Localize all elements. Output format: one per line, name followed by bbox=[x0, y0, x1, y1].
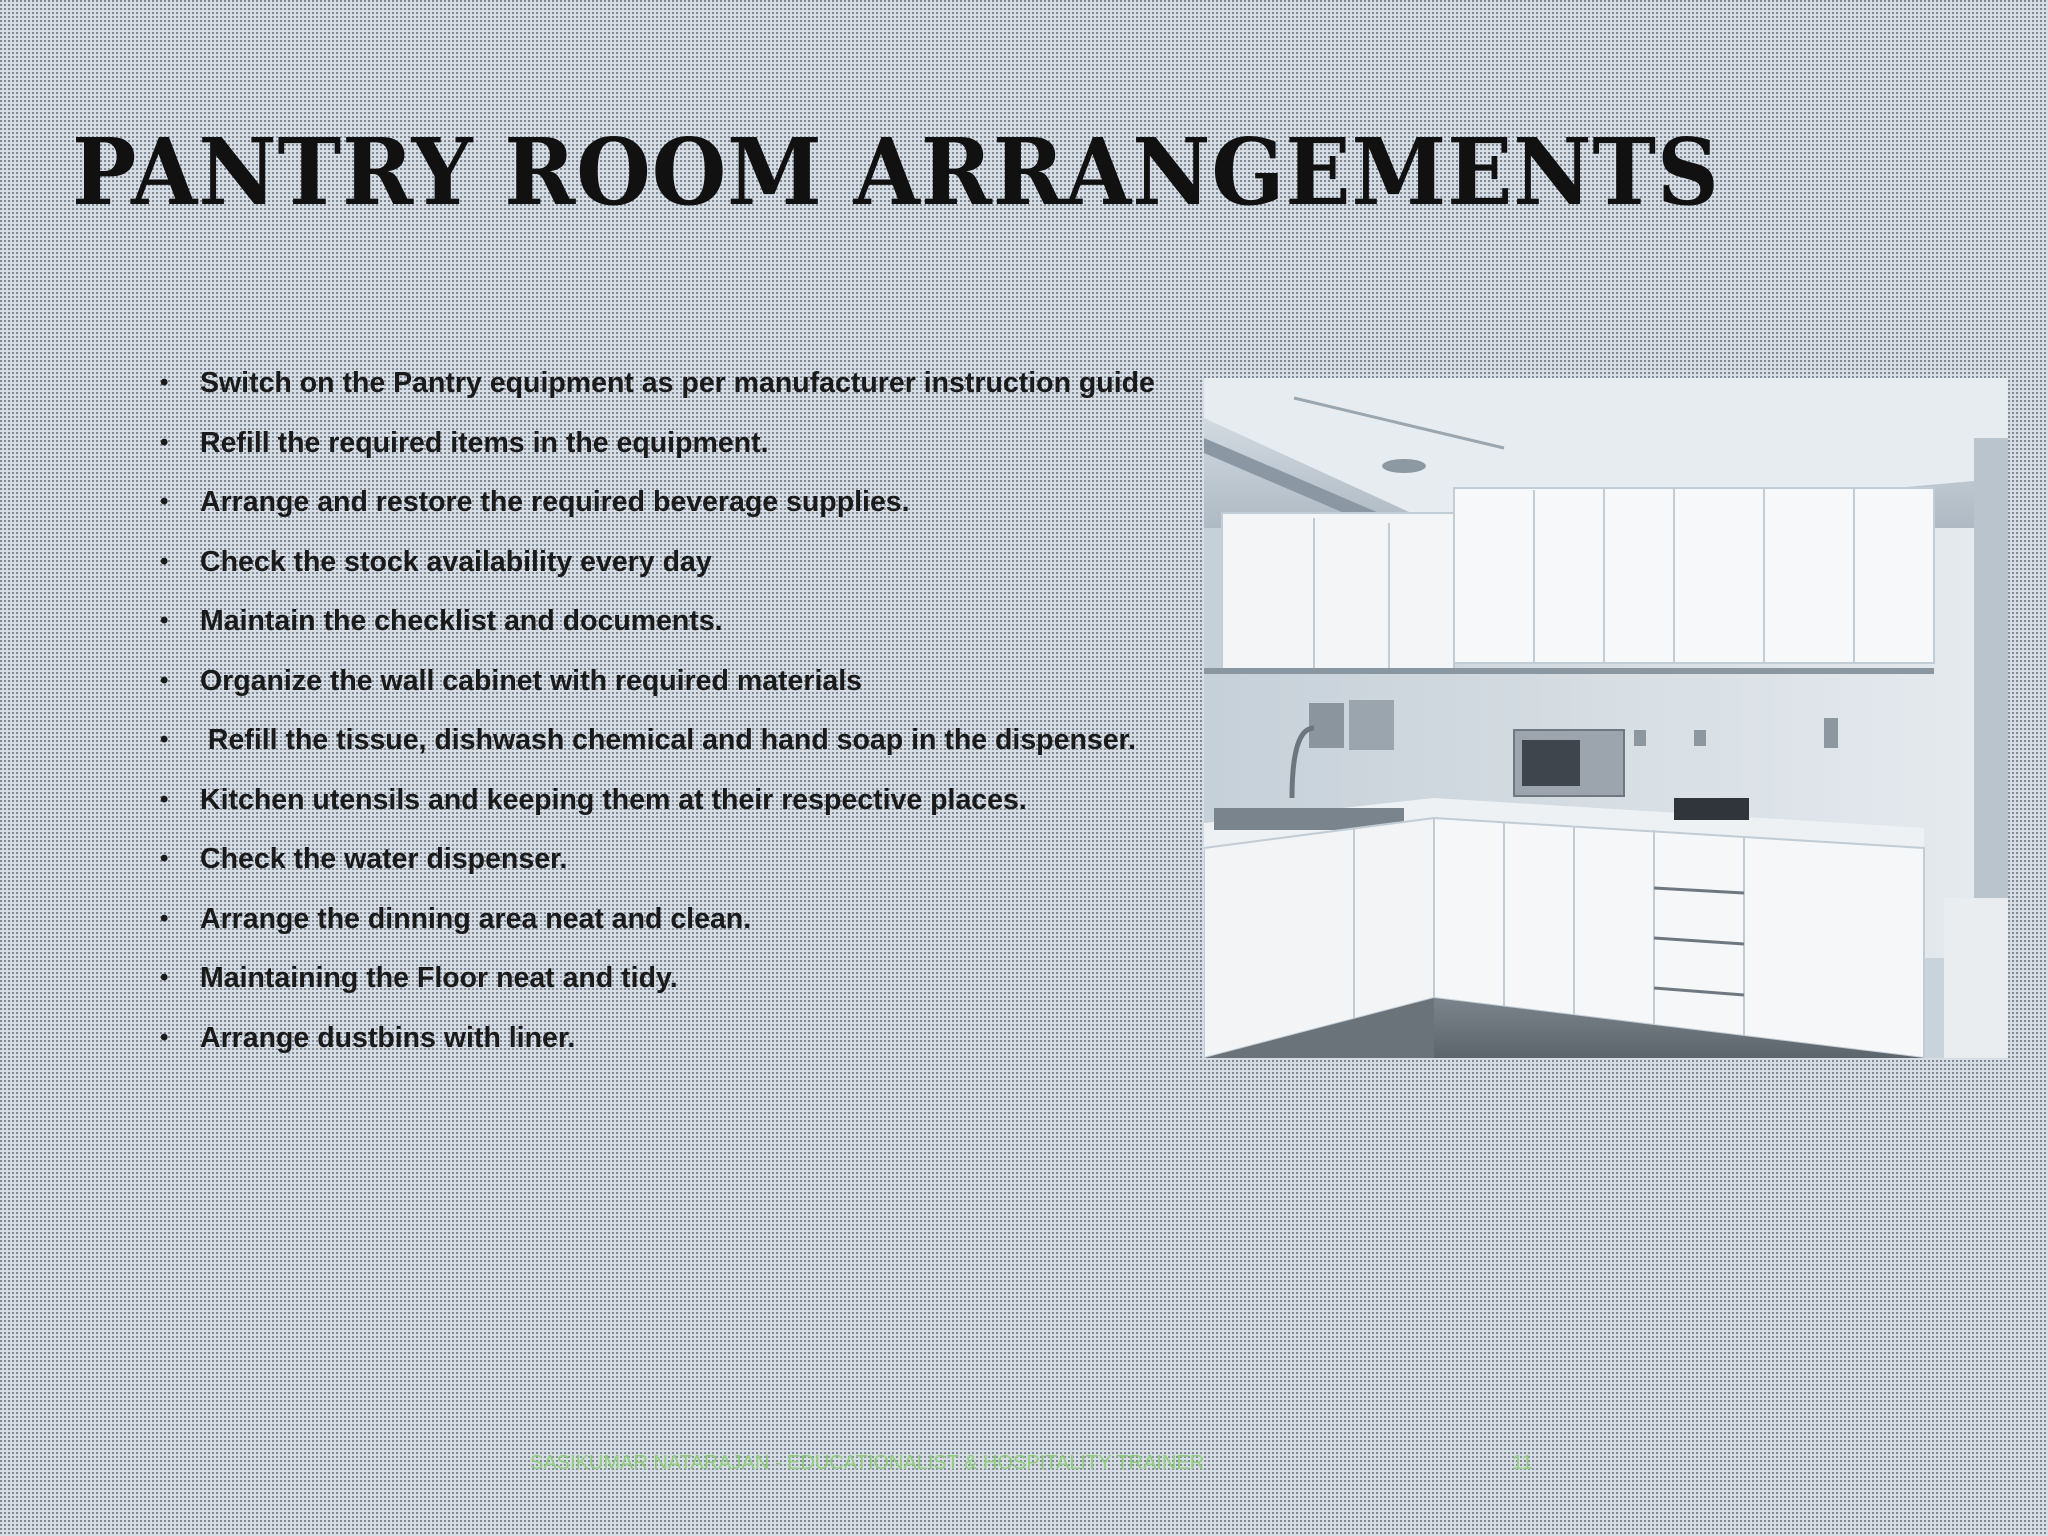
bullet-text: Refill the required items in the equipment. bbox=[200, 426, 769, 459]
bullet-point-icon: • bbox=[160, 785, 169, 813]
bullet-item bbox=[160, 1013, 1200, 1073]
bullet-point-icon: • bbox=[160, 547, 169, 575]
bullet-text: Switch on the Pantry equipment as per manufacturer instruction guide bbox=[200, 367, 1155, 399]
bullet-item bbox=[160, 715, 1200, 775]
bullet-point-icon: • bbox=[160, 964, 169, 991]
bullet-text: Arrange the dinning area neat and clean. bbox=[200, 902, 752, 935]
bullet-point-icon: • bbox=[160, 369, 169, 396]
bullet-item bbox=[160, 537, 1200, 597]
bullet-text: Maintaining the Floor neat and tidy. bbox=[200, 962, 678, 994]
bullet-item bbox=[160, 477, 1200, 537]
kitchen-photo bbox=[1204, 378, 2008, 1058]
bullet-point-icon: • bbox=[160, 428, 169, 456]
bullet-text: Refill the tissue, dishwash chemical and hand soap in the dispenser. bbox=[200, 724, 1136, 756]
bullet-item bbox=[160, 894, 1200, 954]
bullet-point-icon: • bbox=[160, 1023, 169, 1051]
bullet-item bbox=[160, 596, 1200, 656]
bullet-point-icon: • bbox=[160, 845, 169, 872]
bullet-item bbox=[160, 953, 1200, 1013]
bullet-text: Arrange and restore the required beverage supplies. bbox=[200, 486, 910, 518]
bullet-point-icon: • bbox=[160, 488, 169, 515]
bullet-text: Organize the wall cabinet with required materials bbox=[200, 664, 863, 697]
bullet-point-icon: • bbox=[160, 666, 169, 694]
bullet-point-icon: • bbox=[160, 607, 169, 634]
bullet-item bbox=[160, 834, 1200, 894]
bullet-list bbox=[160, 358, 1200, 1072]
bullet-point-icon: • bbox=[160, 904, 169, 932]
bullet-item bbox=[160, 775, 1200, 835]
bullet-item bbox=[160, 656, 1200, 716]
bullet-text: Arrange dustbins with liner. bbox=[200, 1021, 576, 1054]
bullet-item bbox=[160, 418, 1200, 478]
page-number: 11 bbox=[1512, 1452, 1533, 1474]
bullet-text: Kitchen utensils and keeping them at their respective places. bbox=[200, 783, 1027, 816]
bullet-text: Check the stock availability every day bbox=[200, 545, 712, 578]
footer-text: SASIKUMAR NATARAJAN - EDUCATIONALIST & HOSPITALITY TRAINER bbox=[530, 1452, 1205, 1474]
bullet-item bbox=[160, 358, 1200, 418]
bullet-text: Check the water dispenser. bbox=[200, 843, 568, 875]
bullet-text: Maintain the checklist and documents. bbox=[200, 605, 723, 637]
slide-title: PANTRY ROOM ARRANGEMENTS bbox=[72, 118, 1720, 226]
bullet-point-icon: • bbox=[160, 726, 169, 753]
